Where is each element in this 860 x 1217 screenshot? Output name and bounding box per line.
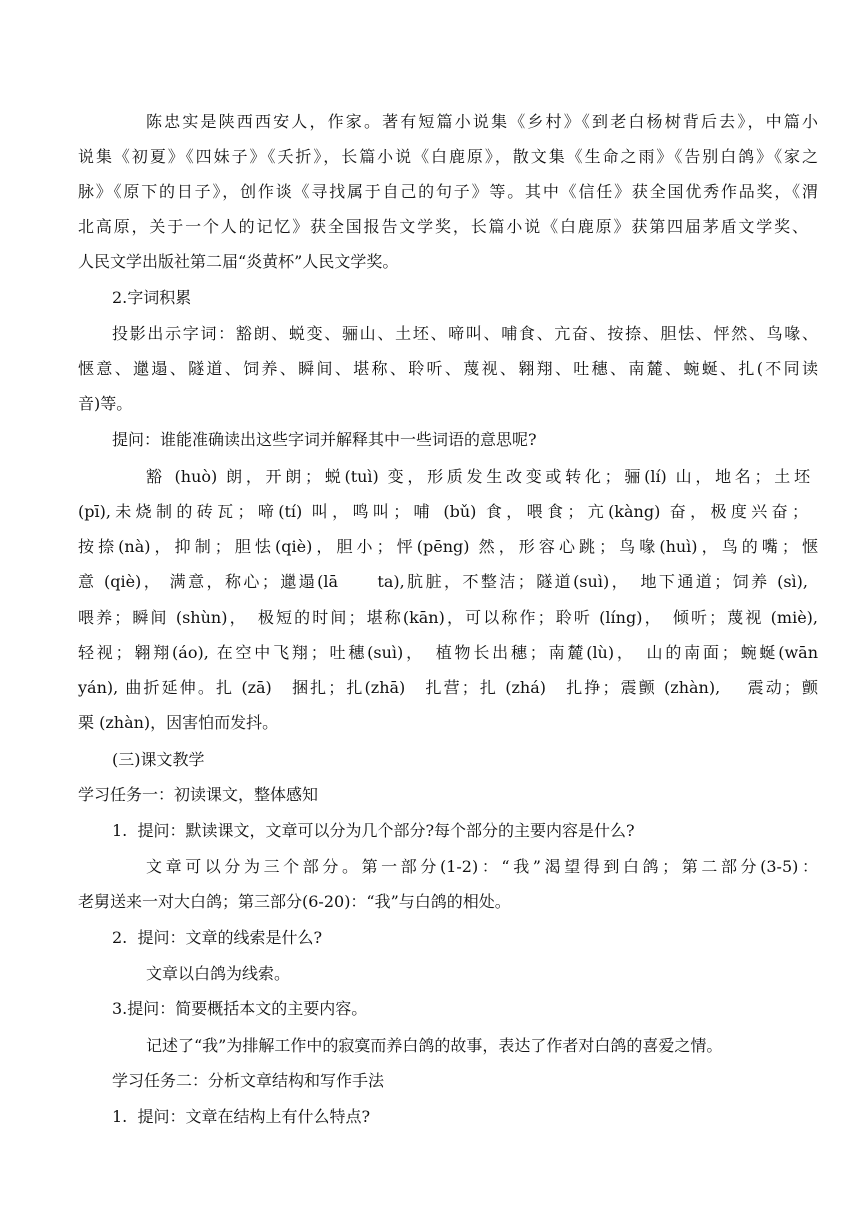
intro-line: 人民文学出版社第二届“炎黄杯”人民文学奖。 (78, 252, 399, 271)
task1-question-2: 2. 提问：文章的线索是什么? (112, 928, 323, 947)
section-heading-vocab: 2.字词积累 (112, 288, 192, 307)
task1-answer-1-line: 文章可以分为三个部分。第一部分(1-2)：“我”渴望得到白鸽；第二部分(3-5)： (146, 857, 818, 876)
task1-answer-3: 记述了“我”为排解工作中的寂寞而养白鸽的故事，表达了作者对白鸽的喜爱之情。 (146, 1036, 723, 1055)
vocab-answer-line: 轻视；翱翔(áo), 在空中飞翔；吐穗(suì)， 植物长出穗；南麓(lù)， 山的南面；蜿蜒(wān (78, 643, 818, 662)
task2-title: 学习任务二：分析文章结构和写作手法 (112, 1071, 385, 1090)
vocab-answer-line: 豁 (huò) 朗，开朗；蜕(tuì) 变，形质发生改变或转化；骊(lí) 山，地名；土坯 (146, 467, 810, 486)
intro-line: 说集《初夏》《四妹子》《夭折》，长篇小说《白鹿原》，散文集《生命之雨》《告别白鸽》《家之 (78, 147, 818, 166)
section-heading-teaching: (三)课文教学 (112, 750, 205, 769)
vocab-show-line: 投影出示字词：豁朗、蜕变、骊山、土坯、啼叫、哺食、亢奋、按捺、胆怯、怦然、鸟喙、 (112, 324, 818, 343)
task1-answer-1-line: 老舅送来一对大白鸽；第三部分(6-20)：“我”与白鸽的相处。 (78, 892, 511, 911)
vocab-answer-line: 喂养；瞬间 (shùn)， 极短的时间；堪称(kān)，可以称作；聆听 (líng)， 倾听；蔑视 (miè), (78, 608, 818, 627)
task1-question-1: 1. 提问：默读课文，文章可以分为几个部分?每个部分的主要内容是什么? (112, 821, 635, 840)
task2-question-1: 1. 提问：文章在结构上有什么特点? (112, 1107, 371, 1126)
intro-line: 北高原，关于一个人的记忆》获全国报告文学奖，长篇小说《白鹿原》获第四届茅盾文学奖、 (78, 217, 808, 236)
vocab-answer-line: (pī),未烧制的砖瓦；啼(tí) 叫，鸣叫；哺 (bǔ) 食，喂食；亢(kàng) 奋，极度兴奋； (78, 502, 808, 521)
vocab-answer-line: 按捺(nà)，抑制；胆怯(qiè)，胆小；怦(pēng) 然，形容心跳；鸟喙(huì)，鸟的嘴；惬 (78, 537, 818, 556)
vocab-answer-line: 意 (qiè)， 满意，称心；邋遢(lā ta),肮脏，不整洁；隧道(suì)， 地下通道；饲养 (sì), (78, 572, 808, 591)
vocab-answer-line: 栗 (zhàn)，因害怕而发抖。 (78, 713, 279, 732)
intro-line: 陈忠实是陕西西安人，作家。著有短篇小说集《乡村》《到老白杨树背后去》，中篇小 (146, 112, 818, 131)
intro-line: 脉》《原下的日子》，创作谈《寻找属于自己的句子》等。其中《信任》获全国优秀作品奖，《渭 (78, 182, 818, 201)
task1-question-3: 3.提问：简要概括本文的主要内容。 (112, 999, 368, 1018)
task1-answer-2: 文章以白鸽为线索。 (146, 964, 291, 983)
task1-title: 学习任务一：初读课文，整体感知 (78, 785, 319, 804)
vocab-show-line: 惬意、邋遢、隧道、饲养、瞬间、堪称、聆听、蔑视、翱翔、吐穗、南麓、蜿蜒、扎(不同读 (78, 359, 818, 378)
vocab-question: 提问：谁能准确读出这些字词并解释其中一些词语的意思呢? (112, 430, 537, 449)
vocab-answer-line: yán), 曲折延伸。扎 (zā) 捆扎；扎(zhā) 扎营；扎 (zhá) 扎挣；震颤 (zhàn), 震动；颤 (78, 678, 818, 697)
vocab-show-line: 音)等。 (78, 394, 133, 413)
